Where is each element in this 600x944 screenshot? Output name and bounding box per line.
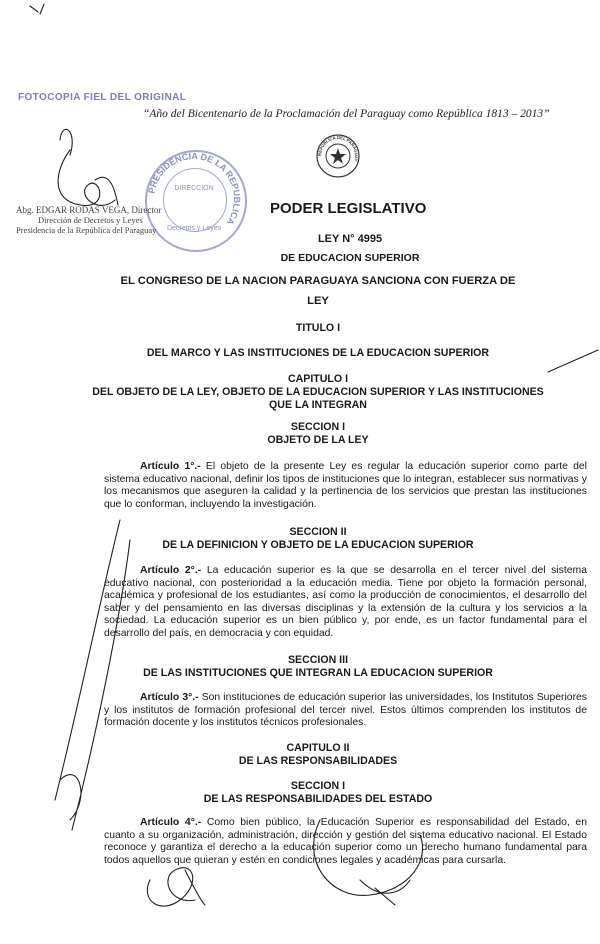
- seccion-2-name: DE LA DEFINICION Y OBJETO DE LA EDUCACION SUPERIOR: [162, 539, 474, 551]
- law-subject: DE EDUCACION SUPERIOR: [280, 252, 420, 264]
- margin-stroke: [548, 350, 598, 372]
- bottom-oval-mark: [314, 820, 423, 905]
- seccion-1-name: OBJETO DE LA LEY: [267, 434, 369, 446]
- articulo-4-text: Como bien público, la Educación Superior es responsabilidad del Estado, en cuanto a su organización, administración, dirección y gestión del sistema educativo nacional. El Estado reconoce y garantiza el derecho a la educación superior como un derecho humano fundamental para todos aquellos que quieran y estén en condiciones legales y académicas para cursarla.: [104, 817, 587, 866]
- year-motto: “Año del Bicentenario de la Proclamación del Paraguay como República 1813 – 2013”: [143, 108, 550, 120]
- seal-outer-text: PRESIDENCIA DE LA REPUBLICA: [146, 150, 243, 227]
- signatory-office: Presidencia de la República del Paraguay: [16, 225, 157, 235]
- poder-legislativo: PODER LEGISLATIVO: [270, 200, 427, 217]
- corner-mark: [30, 4, 44, 14]
- capitulo-1-name-1: DEL OBJETO DE LA LEY, OBJETO DE LA EDUCACION SUPERIOR Y LAS INSTITUCIONES: [92, 386, 544, 398]
- signatory-dept: Dirección de Decretos y Leyes: [38, 215, 143, 225]
- capitulo-2-name: DE LAS RESPONSABILIDADES: [238, 755, 398, 767]
- law-number: LEY N° 4995: [317, 233, 383, 245]
- seccion-1-heading: SECCION I: [290, 421, 346, 433]
- sanciona-line-1: EL CONGRESO DE LA NACION PARAGUAYA SANCIONA CON FUERZA DE: [120, 275, 516, 287]
- director-signature: [58, 129, 118, 205]
- articulo-3-text: Son instituciones de educación superior las universidades, los Institutos Superiores y los institutos de formación profesional del tercer nivel. Estos últimos comprenden los institutos de formación docente y los institutos técnicos profesionales.: [104, 692, 587, 729]
- articulo-2-label: Artículo 2°.-: [140, 565, 202, 576]
- seal-bottom-text: Decretos y Leyes: [166, 225, 222, 232]
- titulo-name: DEL MARCO Y LAS INSTITUCIONES DE LA EDUCACION SUPERIOR: [146, 347, 490, 359]
- titulo-heading: TITULO I: [295, 322, 341, 334]
- bottom-left-signature: [147, 868, 205, 906]
- capitulo-2-seccion-name: DE LAS RESPONSABILIDADES DEL ESTADO: [203, 793, 433, 805]
- sanciona-line-2: LEY: [307, 295, 329, 307]
- seccion-3-name: DE LAS INSTITUCIONES QUE INTEGRAN LA EDUCACION SUPERIOR: [143, 667, 493, 679]
- seccion-3-heading: SECCION III: [287, 654, 349, 666]
- capitulo-1-heading: CAPITULO I: [287, 373, 349, 385]
- articulo-1-label: Artículo 1°.-: [140, 461, 201, 472]
- capitulo-2-heading: CAPITULO II: [286, 742, 350, 754]
- articulo-3-label: Artículo 3°.-: [140, 692, 199, 703]
- signatory-name: Abg. EDGAR RODAS VEGA, Director: [16, 205, 162, 215]
- seal-inner-text: DIRECCION: [174, 185, 214, 192]
- capitulo-2-seccion-heading: SECCION I: [290, 780, 346, 792]
- seccion-2-heading: SECCION II: [289, 526, 347, 538]
- articulo-2-text: La educación superior es la que se desarrolla en el tercer nivel del sistema educativo nacional, con posterioridad a la educación media. Tiene por objeto la formación personal, académica y profesional de los estudiantes, así como la producción de conocimientos, el desarrollo del saber y del pensamiento en las diversas disciplinas y la extensión de la cultura y los servicios a la sociedad. La educación superior es un bien público y, por ende, es un factor fundamental para el desarrollo del país, en democracia y con equidad.: [104, 565, 587, 639]
- copy-stamp: FOTOCOPIA FIEL DEL ORIGINAL: [18, 92, 187, 103]
- articulo-4-label: Artículo 4°.-: [140, 817, 202, 828]
- capitulo-1-name-2: QUE LA INTEGRAN: [269, 399, 367, 411]
- emblem-ring-text: REPUBLICA DEL PARAGUAY: [316, 134, 360, 162]
- articulo-1-text: El objeto de la presente Ley es regular la educación superior como parte del sistema educativo nacional, definir los tipos de instituciones que lo integran, establecer sus normativas y los mecanismos que aseguren la calidad y la pertinencia de los servicios que prestan las instituciones que lo conforman, incluyendo la investigación.: [104, 461, 587, 510]
- margin-signature-long: [55, 520, 130, 830]
